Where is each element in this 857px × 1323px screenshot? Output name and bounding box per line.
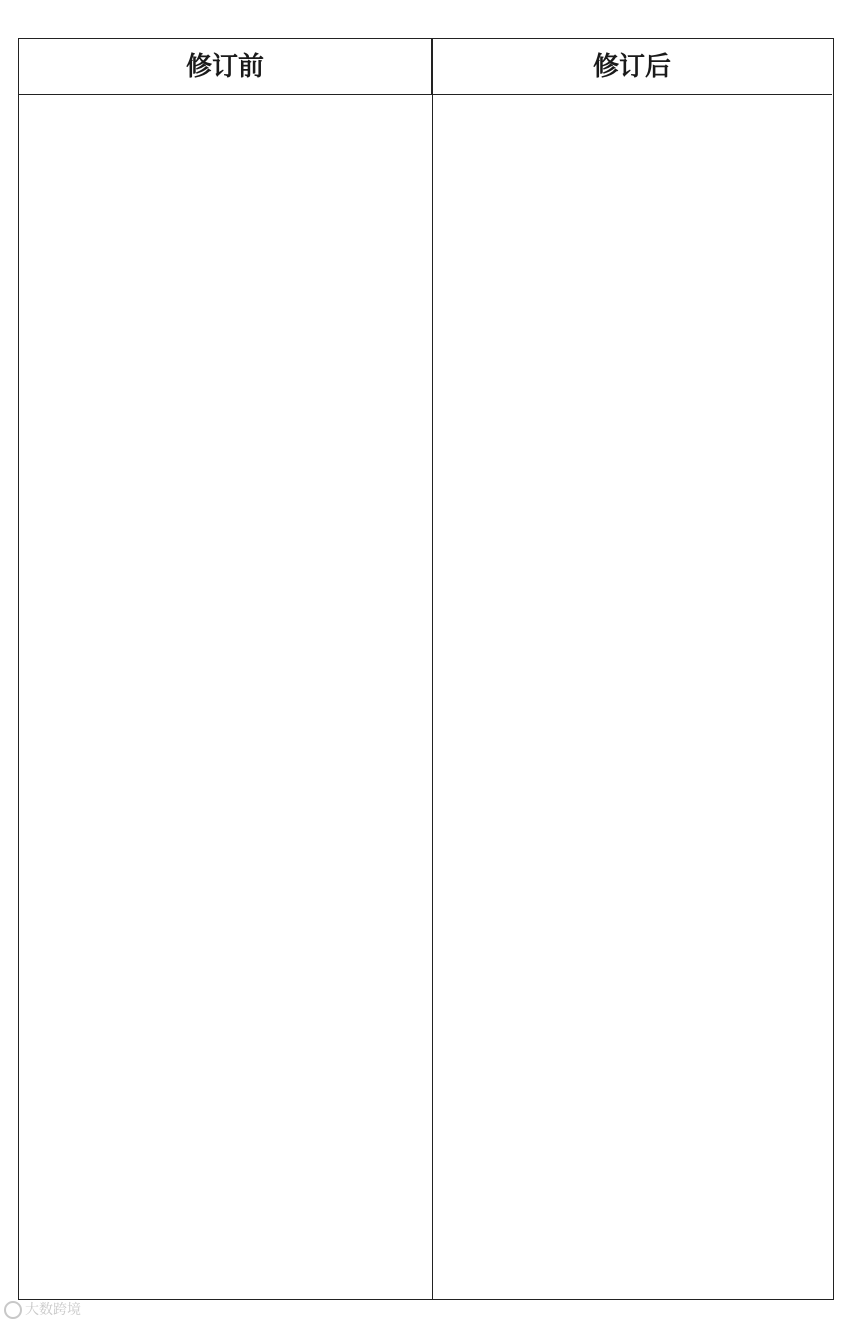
comparison-table	[18, 38, 834, 1300]
header-after: 修订后	[432, 39, 832, 95]
watermark: 大数跨境	[4, 1298, 81, 1322]
watermark-logo-icon	[4, 1301, 22, 1319]
header-before: 修订前	[19, 39, 432, 95]
column-divider	[432, 39, 433, 1299]
